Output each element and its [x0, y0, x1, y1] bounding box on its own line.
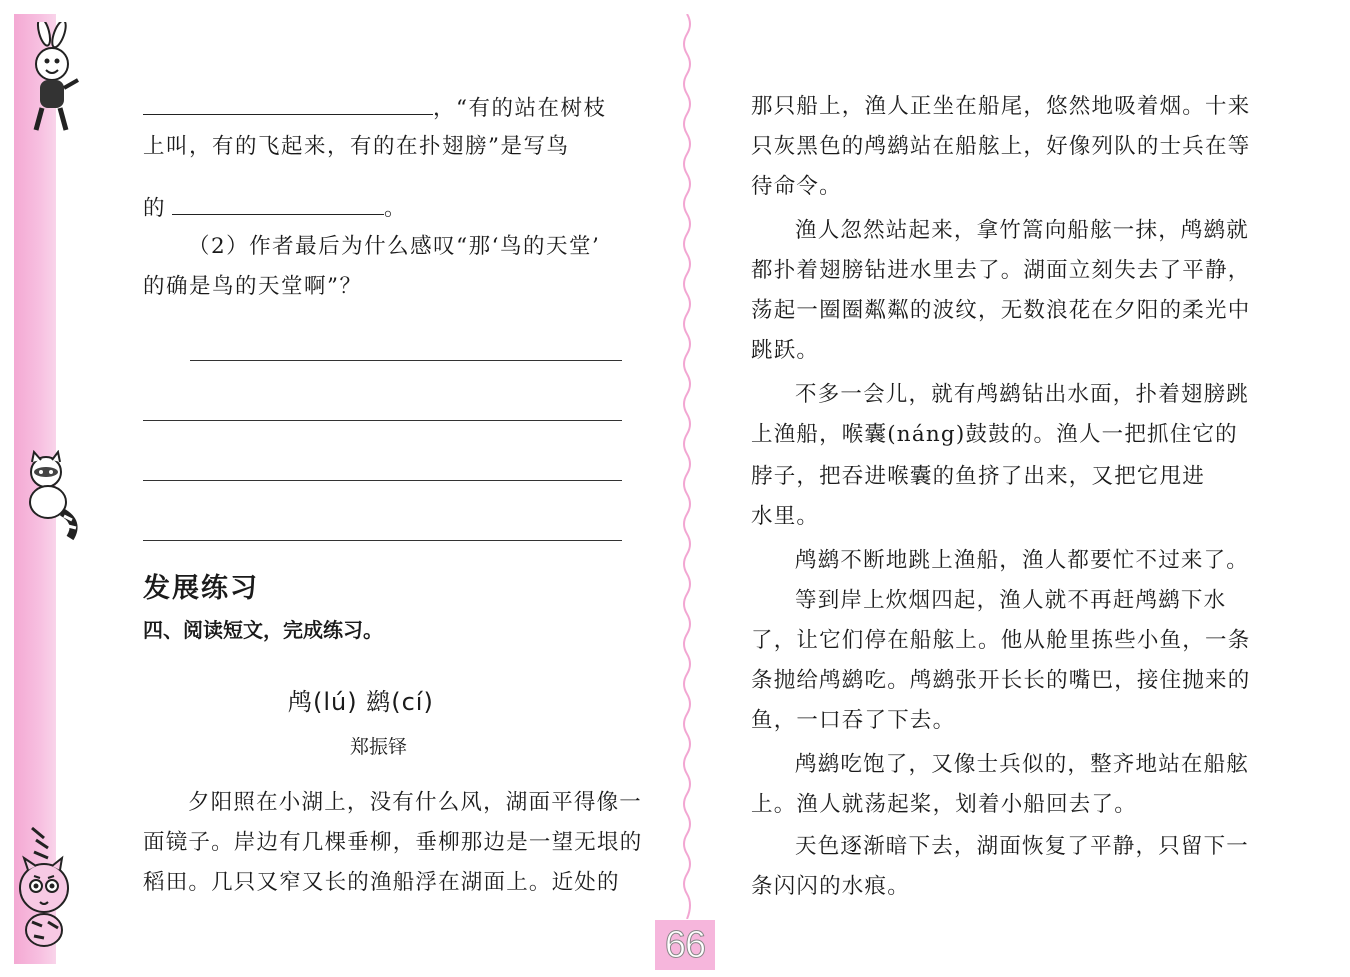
question-1-line-1: [143, 92, 607, 124]
passage-line: 夕阳照在小湖上，没有什么风，湖面平得像一: [188, 790, 643, 815]
passage-line: 天色逐渐暗下去，湖面恢复了平静，只留下一: [795, 834, 1250, 859]
answer-blank[interactable]: [143, 92, 433, 115]
passage-line: 鸬鹚吃饱了，又像士兵似的，整齐地站在船舷: [795, 752, 1250, 777]
passage-line: 条闪闪的水痕。: [751, 874, 910, 899]
passage-line: 脖子，把吞进喉囊的鱼挤了出来，又把它甩进: [751, 464, 1206, 489]
answer-line[interactable]: [190, 360, 622, 361]
question-text: ，“有的站在树枝: [433, 96, 607, 121]
passage-line: 面镜子。岸边有几棵垂柳，垂柳那边是一望无垠的: [143, 830, 643, 855]
answer-line[interactable]: [143, 420, 622, 421]
rabbit-cartoon-icon: [14, 22, 84, 137]
passage-line: 渔人忽然站起来，拿竹篙向船舷一抹，鸬鹚就: [795, 218, 1250, 243]
answer-line[interactable]: [143, 540, 622, 541]
passage-line: 上渔船，喉囊(náng)鼓鼓的。渔人一把抓住它的: [751, 422, 1238, 447]
question-1-line-3: [143, 192, 407, 224]
section-title: 发展练习: [143, 573, 259, 604]
question-2-line-1: （2）作者最后为什么感叹“那‘鸟的天堂’: [188, 234, 601, 259]
passage-line: 上。渔人就荡起桨，划着小船回去了。: [751, 792, 1137, 817]
passage-line: 鸬鹚不断地跳上渔船，渔人都要忙不过来了。: [795, 548, 1250, 573]
passage-line: 那只船上，渔人正坐在船尾，悠然地吸着烟。十来: [751, 94, 1251, 119]
passage-line: 都扑着翅膀钻进水里去了。湖面立刻失去了平静，: [751, 258, 1251, 283]
passage-author: 郑振铎: [350, 736, 408, 758]
passage-line: 荡起一圈圈粼粼的波纹，无数浪花在夕阳的柔光中: [751, 298, 1251, 323]
question-text: 的: [143, 196, 167, 221]
question-text: 。: [384, 196, 408, 221]
passage-line: 稻田。几只又窄又长的渔船浮在湖面上。近处的: [143, 870, 620, 895]
passage-line: 待命令。: [751, 174, 842, 199]
tiger-cartoon-icon: [14, 818, 72, 958]
answer-line[interactable]: [143, 480, 622, 481]
passage-line: 只灰黑色的鸬鹚站在船舷上，好像列队的士兵在等: [751, 134, 1251, 159]
answer-blank[interactable]: [172, 192, 384, 215]
page-number: 66: [664, 924, 706, 966]
passage-line: 不多一会儿，就有鸬鹚钻出水面，扑着翅膀跳: [795, 382, 1250, 407]
passage-line: 等到岸上炊烟四起，渔人就不再赶鸬鹚下水: [795, 588, 1227, 613]
question-2-line-2: 的确是鸟的天堂啊”？: [143, 274, 363, 299]
page-spine-divider: [681, 14, 693, 919]
passage-line: 条抛给鸬鹚吃。鸬鹚张开长长的嘴巴，接住抛来的: [751, 668, 1251, 693]
question-1-line-2: 上叫，有的飞起来，有的在扑翅膀”是写鸟: [143, 134, 570, 159]
exercise-instruction: 四、阅读短文，完成练习。: [143, 618, 383, 642]
passage-line: 跳跃。: [751, 338, 820, 363]
raccoon-cartoon-icon: [14, 450, 84, 545]
passage-title: 鸬(lú) 鹚(cí): [288, 688, 434, 716]
passage-line: 了，让它们停在船舷上。他从舱里拣些小鱼，一条: [751, 628, 1251, 653]
passage-line: 鱼，一口吞了下去。: [751, 708, 956, 733]
passage-line: 水里。: [751, 504, 820, 529]
